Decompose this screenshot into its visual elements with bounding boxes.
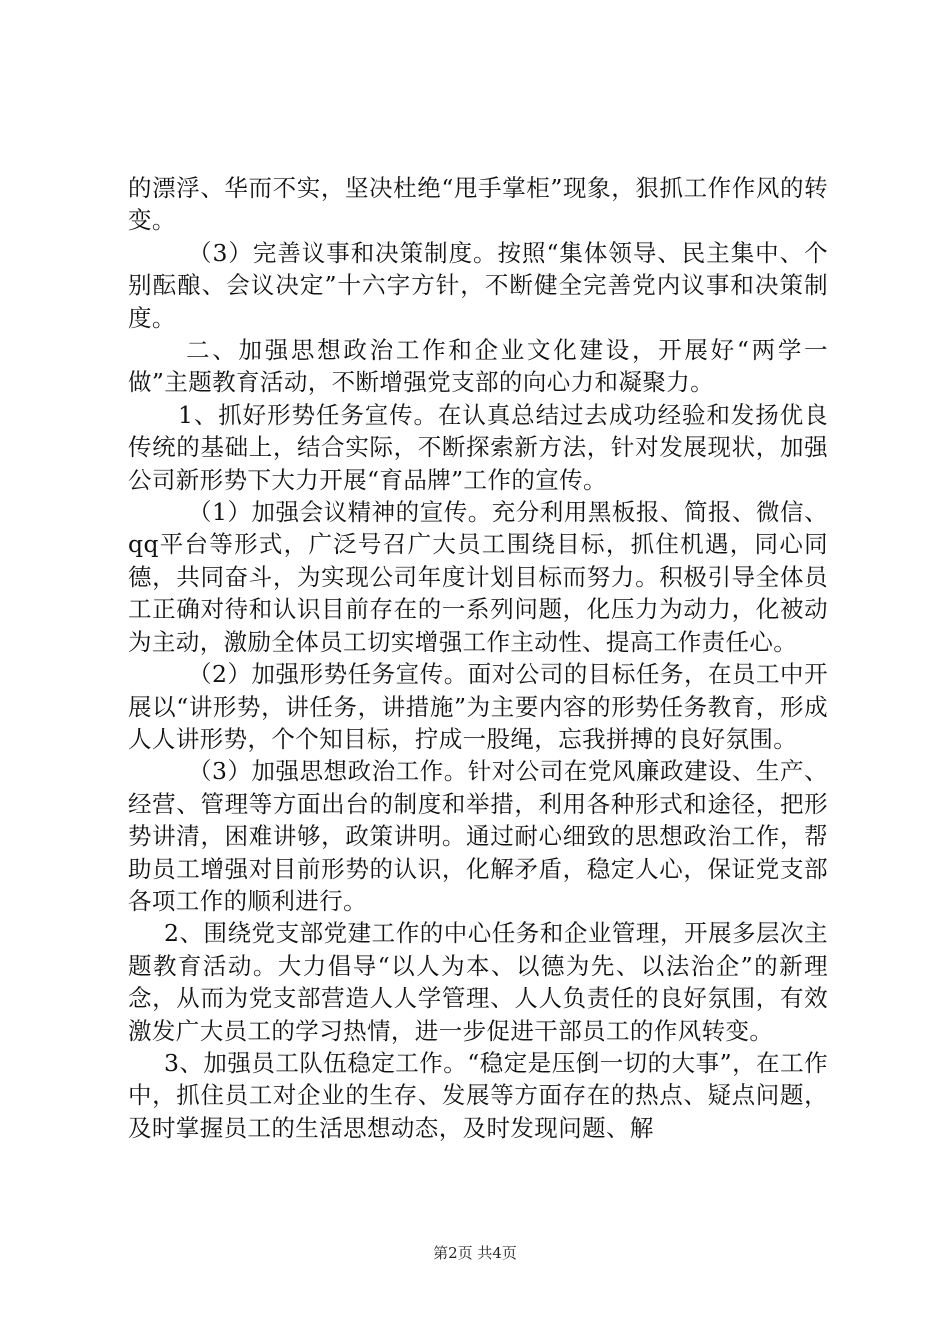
paragraph-6: （2）加强形势任务宣传。面对公司的目标任务，在员工中开展以“讲形势，讲任务，讲措施”为主要内容的形势任务教育，形成人人讲形势，个个知目标，拧成一股绳，忘我拼搏的良好氛围。 (128, 660, 828, 753)
paragraph-3: 二、加强思想政治工作和企业文化建设，开展好“两学一做”主题教育活动，不断增强党支部的向心力和凝聚力。 (128, 336, 828, 397)
paragraph-2: （3）完善议事和决策制度。按照“集体领导、民主集中、个别酝酿、会议决定”十六字方针，不断健全完善党内议事和决策制度。 (128, 238, 828, 332)
paragraph-1: 的漂浮、华而不实，坚决杜绝“甩手掌柜”现象，狠抓工作作风的转变。 (128, 174, 828, 235)
paragraph-5: （1）加强会议精神的宣传。充分利用黑板报、简报、微信、qq平台等形式，广泛号召广大员工围绕目标，抓住机遇，同心同德，共同奋斗，为实现公司年度计划目标而努力。积极引导全体员工正确对待和认识目前存在的一系列问题，化压力为动力，化被动为主动，激励全体员工切实增强工作主动性、提高工作责任心。 (128, 498, 828, 656)
paragraph-4: 1、抓好形势任务宣传。在认真总结过去成功经验和发扬优良传统的基础上，结合实际，不断探索新方法，针对发展现状，加强公司新形势下大力开展“育品牌”工作的宣传。 (128, 400, 828, 494)
document-body (128, 172, 828, 1144)
paragraph-8: 2、围绕党支部党建工作的中心任务和企业管理，开展多层次主题教育活动。大力倡导“以人为本、以德为先、以法治企”的新理念，从而为党支部营造人人学管理、人人负责任的良好氛围，有效激发广大员工的学习热情，进一步促进干部员工的作风转变。 (128, 919, 828, 1045)
page-footer: 第2页 共4页 (433, 1244, 517, 1262)
paragraph-9: 3、加强员工队伍稳定工作。“稳定是压倒一切的大事”，在工作中，抓住员工对企业的生存、发展等方面存在的热点、疑点问题，及时掌握员工的生活思想动态，及时发现问题、解 (128, 1048, 828, 1142)
paragraph-7: （3）加强思想政治工作。针对公司在党风廉政建设、生产、经营、管理等方面出台的制度和举措，利用各种形式和途径，把形势讲清，困难讲够，政策讲明。通过耐心细致的思想政治工作，帮助员工增强对目前形势的认识，化解矛盾，稳定人心，保证党支部各项工作的顺利进行。 (128, 757, 828, 915)
